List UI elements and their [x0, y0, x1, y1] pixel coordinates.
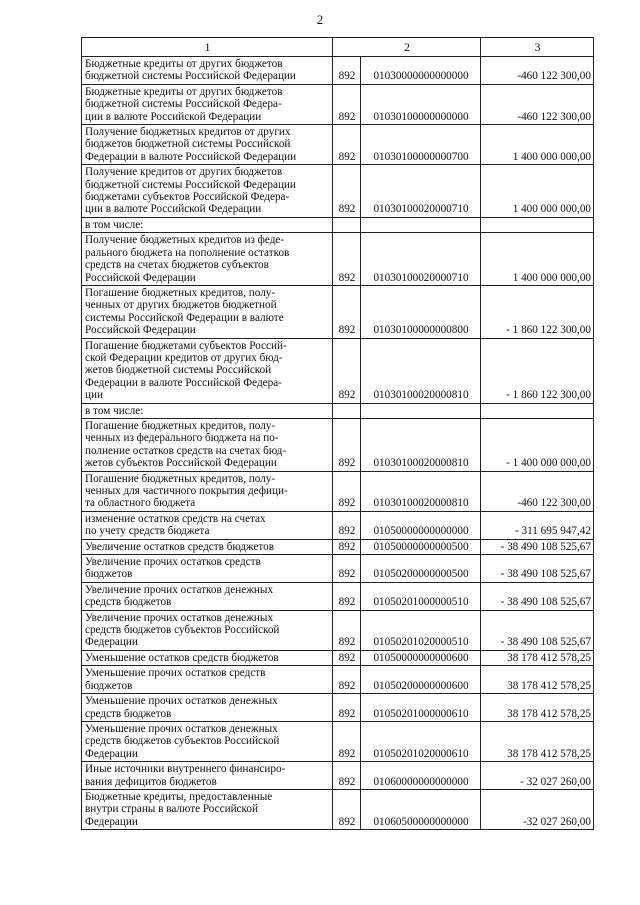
table-row [82, 539, 594, 554]
row-name-line: вания дефицитов бюджетов [85, 775, 217, 788]
row-name-line: внутри страны в валюте Российской [85, 803, 258, 816]
row-budget-code: 01050201020000510 [361, 610, 481, 650]
row-budget-code: 01050000000000500 [361, 539, 481, 554]
row-amount: 38 178 412 578,25 [481, 650, 594, 665]
row-amount: - 32 027 260,00 [481, 762, 594, 790]
row-budget-code: 01060000000000000 [361, 762, 481, 790]
header-col-2: 2 [333, 38, 481, 57]
table-row [82, 125, 594, 165]
row-name-line: Получение бюджетных кредитов от других [85, 126, 291, 139]
table-row [82, 418, 594, 471]
row-name-line: Получение кредитов от других бюджетов [85, 166, 283, 179]
row-admin-code: 892 [333, 539, 361, 554]
row-name-line: рального бюджета на пополнение остатков [85, 246, 290, 259]
row-name-line: в том числе: [85, 404, 144, 417]
row-name-line: бюджетами субъектов Российской Федера- [85, 191, 290, 204]
row-budget-code: 01050201020000610 [361, 721, 481, 761]
row-budget-code [361, 217, 481, 232]
table-row [82, 217, 594, 232]
row-amount: 38 178 412 578,25 [481, 721, 594, 761]
row-name-line: бюджетов бюджетной системы Российской [85, 138, 291, 151]
row-name-line: средств бюджетов субъектов Российской [85, 624, 280, 637]
row-budget-code: 01030100020000710 [361, 233, 481, 286]
table-header-row [82, 38, 594, 57]
row-name-line: ской Федерации кредитов от других бюд- [85, 351, 283, 364]
row-name [82, 418, 333, 471]
header-col-3: 3 [481, 38, 594, 57]
page-number: 2 [316, 12, 324, 27]
row-admin-code: 892 [333, 694, 361, 722]
row-name-line: полнение остатков средств на счетах бюд- [85, 444, 287, 457]
row-name-line: бюджетов [85, 679, 133, 692]
row-name-line: жетов бюджетной системы Российской [85, 364, 272, 377]
row-name-line: бюджетной системы Российской Федерации [85, 70, 296, 83]
table-row [82, 666, 594, 694]
row-name-line: Уменьшение прочих остатков денежных [85, 722, 278, 735]
row-name-line: ции в валюте Российской Федерации [85, 110, 262, 123]
row-budget-code: 01050000000000000 [361, 511, 481, 539]
table-row [82, 165, 594, 218]
row-name-line: изменение остатков средств на счетах [85, 512, 266, 525]
row-name-line: бюджетной системы Российской Федера- [85, 98, 282, 111]
row-amount: 1 400 000 000,00 [481, 233, 594, 286]
table-row [82, 694, 594, 722]
row-name-line: жетов субъектов Российской Федерации [85, 457, 277, 470]
row-name-line: Увеличение остатков средств бюджетов [85, 540, 275, 553]
row-amount: - 311 695 947,42 [481, 511, 594, 539]
row-budget-code: 01030100020000810 [361, 338, 481, 403]
row-name-line: Уменьшение прочих остатков средств [85, 667, 266, 680]
row-admin-code: 892 [333, 165, 361, 218]
row-amount: - 1 860 122 300,00 [481, 338, 594, 403]
row-name [82, 511, 333, 539]
row-budget-code: 01030100000000000 [361, 84, 481, 124]
row-amount [481, 217, 594, 232]
row-name [82, 233, 333, 286]
table-row [82, 650, 594, 665]
row-name [82, 471, 333, 511]
table-row [82, 762, 594, 790]
row-amount [481, 403, 594, 418]
row-name-line: Уменьшение прочих остатков денежных [85, 695, 278, 708]
table-row [82, 610, 594, 650]
row-budget-code: 01050200000000600 [361, 666, 481, 694]
row-budget-code: 01050201000000510 [361, 582, 481, 610]
row-amount: 38 178 412 578,25 [481, 694, 594, 722]
row-amount: -460 122 300,00 [481, 471, 594, 511]
row-amount: 1 400 000 000,00 [481, 125, 594, 165]
header-col-1: 1 [82, 38, 333, 57]
row-admin-code: 892 [333, 418, 361, 471]
table-row [82, 233, 594, 286]
row-name [82, 338, 333, 403]
row-amount: -32 027 260,00 [481, 789, 594, 829]
row-name-line: средств бюджетов субъектов Российской [85, 735, 280, 748]
row-name-line: Иные источники внутреннего финансиро- [85, 763, 286, 776]
row-name [82, 694, 333, 722]
row-name-line: средств бюджетов [85, 707, 172, 720]
row-name-line: бюджетов [85, 568, 133, 581]
row-budget-code: 01030100020000810 [361, 418, 481, 471]
row-name-line: Федерации [85, 636, 138, 649]
row-name-line: Бюджетные кредиты от других бюджетов [85, 85, 283, 98]
row-name-line: ченных из федерального бюджета на по- [85, 432, 279, 445]
row-amount: - 1 400 000 000,00 [481, 418, 594, 471]
row-admin-code [333, 217, 361, 232]
row-name-line: средств на счетах бюджетов субъектов [85, 259, 269, 272]
row-admin-code: 892 [333, 762, 361, 790]
row-name-line: та областного бюджета [85, 497, 196, 510]
row-name-line: Увеличение прочих остатков денежных [85, 611, 274, 624]
row-admin-code: 892 [333, 666, 361, 694]
row-admin-code: 892 [333, 125, 361, 165]
row-budget-code: 01030100000000700 [361, 125, 481, 165]
row-name-line: по учету средств бюджета [85, 525, 210, 538]
row-amount: 38 178 412 578,25 [481, 666, 594, 694]
row-admin-code: 892 [333, 721, 361, 761]
row-amount: - 38 490 108 525,67 [481, 582, 594, 610]
row-name-line: ции в валюте Российской Федерации [85, 203, 262, 216]
row-name [82, 57, 333, 85]
row-name [82, 403, 333, 418]
row-name-line: Увеличение прочих остатков средств [85, 556, 261, 569]
row-budget-code: 01030000000000000 [361, 57, 481, 85]
row-amount: 1 400 000 000,00 [481, 165, 594, 218]
row-budget-code: 01050201000000610 [361, 694, 481, 722]
table-row [82, 789, 594, 829]
row-name [82, 610, 333, 650]
row-admin-code: 892 [333, 789, 361, 829]
row-admin-code: 892 [333, 511, 361, 539]
row-admin-code: 892 [333, 471, 361, 511]
table-row [82, 511, 594, 539]
budget-sources-table [81, 37, 594, 830]
row-name-line: Бюджетные кредиты от других бюджетов [85, 58, 283, 70]
row-name-line: Федерации в валюте Российской Федера- [85, 376, 282, 389]
row-name [82, 762, 333, 790]
row-name-line: системы Российской Федерации в валюте [85, 311, 284, 324]
table-row [82, 338, 594, 403]
row-amount: - 38 490 108 525,67 [481, 610, 594, 650]
row-budget-code: 01060500000000000 [361, 789, 481, 829]
row-budget-code [361, 403, 481, 418]
row-name-line: Бюджетные кредиты, предоставленные [85, 790, 273, 803]
row-amount: - 1 860 122 300,00 [481, 285, 594, 338]
table-row [82, 471, 594, 511]
row-name-line: Российской Федерации [85, 324, 196, 337]
row-name [82, 539, 333, 554]
row-name-line: ченных для частичного покрытия дефици- [85, 485, 288, 497]
row-name-line: Уменьшение остатков средств бюджетов [85, 651, 279, 664]
table-row [82, 721, 594, 761]
row-name [82, 125, 333, 165]
row-name-line: Российской Федерации [85, 271, 196, 284]
row-name-line: средств бюджетов [85, 596, 172, 609]
row-amount: -460 122 300,00 [481, 84, 594, 124]
table-row [82, 582, 594, 610]
row-admin-code: 892 [333, 233, 361, 286]
row-budget-code: 01050200000000500 [361, 555, 481, 583]
row-name-line: Погашение бюджетами субъектов Россий- [85, 339, 287, 352]
row-name-line: Погашение бюджетных кредитов, полу- [85, 419, 276, 432]
row-name-line: Погашение бюджетных кредитов, полу- [85, 472, 276, 485]
row-amount: - 38 490 108 525,67 [481, 555, 594, 583]
row-admin-code: 892 [333, 84, 361, 124]
table-row [82, 57, 594, 85]
row-amount: -460 122 300,00 [481, 57, 594, 85]
row-admin-code: 892 [333, 650, 361, 665]
table-row [82, 555, 594, 583]
row-name [82, 721, 333, 761]
row-name [82, 165, 333, 218]
row-amount: - 38 490 108 525,67 [481, 539, 594, 554]
row-name-line: Федерации в валюте Российской Федерации [85, 150, 297, 163]
row-admin-code: 892 [333, 582, 361, 610]
row-name-line: Федерации [85, 815, 138, 828]
row-name-line: бюджетной системы Российской Федерации [85, 178, 296, 191]
row-admin-code: 892 [333, 285, 361, 338]
row-name-line: в том числе: [85, 218, 144, 231]
row-name-line: Погашение бюджетных кредитов, полу- [85, 286, 276, 299]
row-name [82, 217, 333, 232]
row-budget-code: 01050000000000600 [361, 650, 481, 665]
row-name [82, 555, 333, 583]
row-admin-code: 892 [333, 338, 361, 403]
row-name [82, 789, 333, 829]
row-name [82, 650, 333, 665]
row-name-line: ции [85, 389, 103, 402]
row-name-line: Получение бюджетных кредитов из феде- [85, 234, 285, 247]
row-name [82, 582, 333, 610]
table-row [82, 403, 594, 418]
row-name-line: Федерации [85, 747, 138, 760]
row-admin-code: 892 [333, 555, 361, 583]
row-admin-code: 892 [333, 610, 361, 650]
table-row [82, 84, 594, 124]
table-row [82, 285, 594, 338]
row-admin-code: 892 [333, 57, 361, 85]
row-name-line: ченных от других бюджетов бюджетной [85, 299, 277, 312]
row-name [82, 666, 333, 694]
row-name [82, 285, 333, 338]
row-budget-code: 01030100000000800 [361, 285, 481, 338]
row-budget-code: 01030100020000810 [361, 471, 481, 511]
row-budget-code: 01030100020000710 [361, 165, 481, 218]
row-admin-code [333, 403, 361, 418]
row-name-line: Увеличение прочих остатков денежных [85, 583, 274, 596]
row-name [82, 84, 333, 124]
